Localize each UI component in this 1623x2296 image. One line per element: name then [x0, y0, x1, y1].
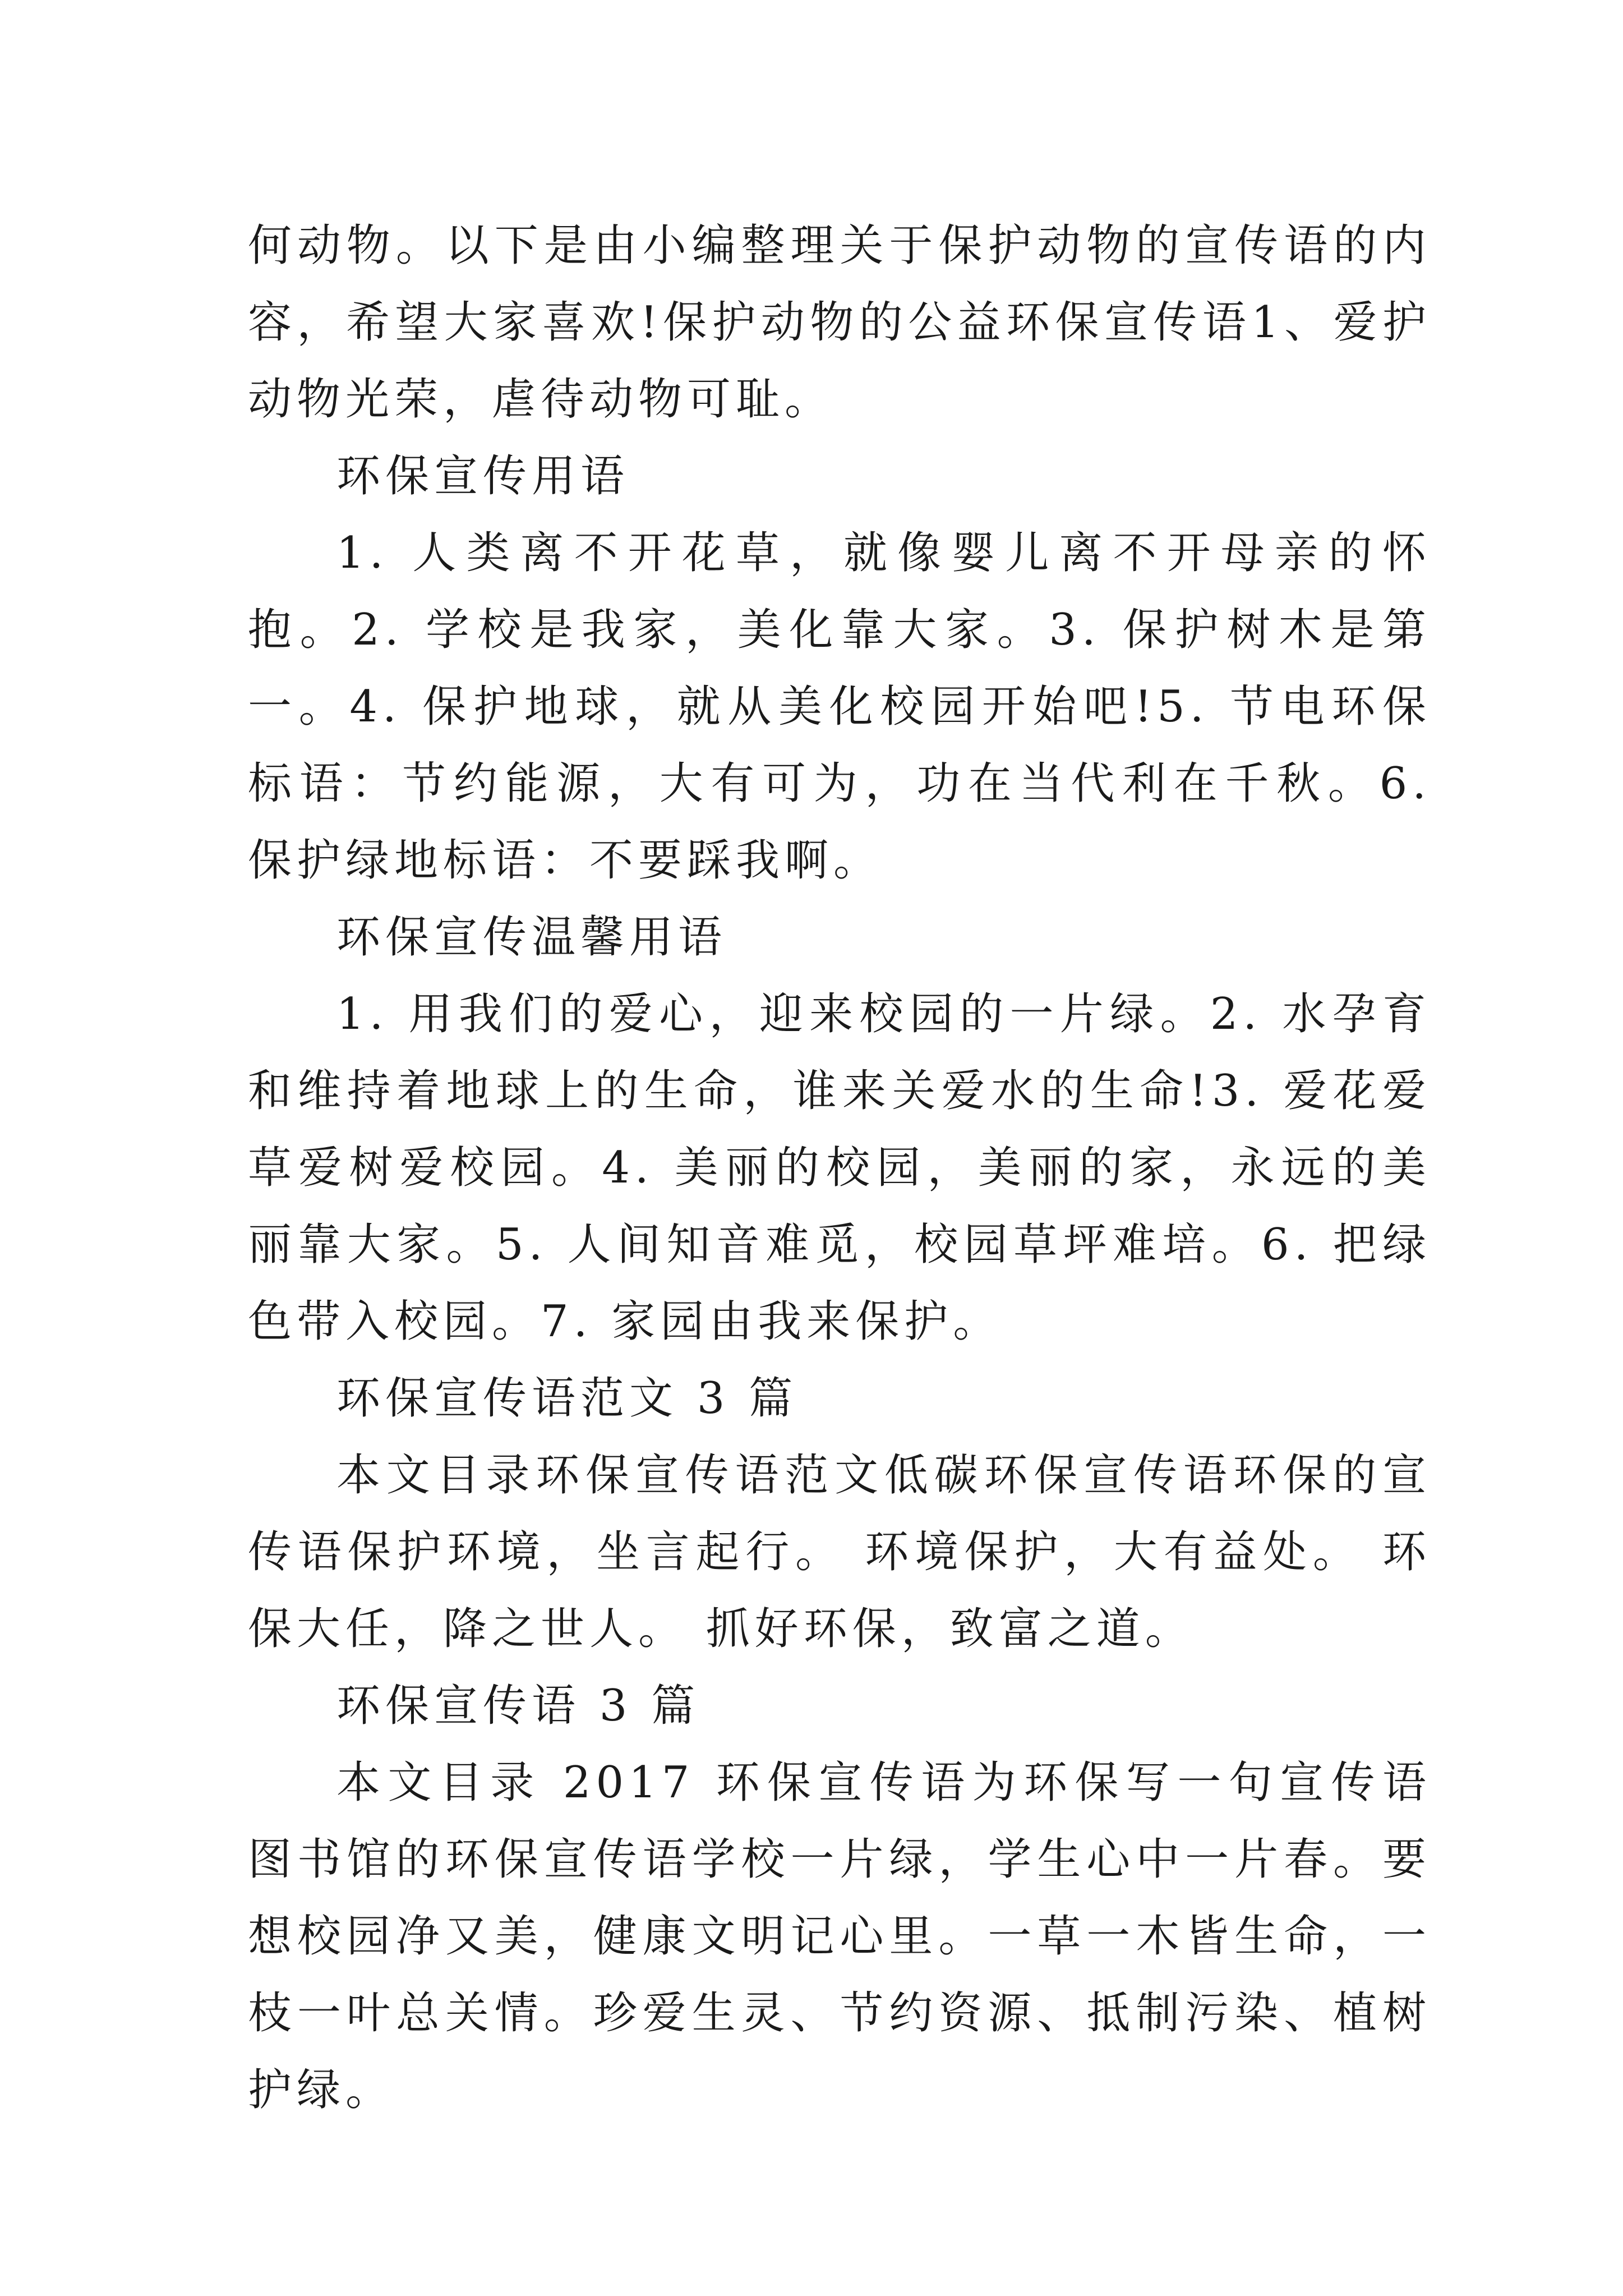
section-heading-slogans: 环保宣传语 3 篇 [336, 1681, 700, 1731]
document-body [248, 208, 1431, 2129]
paragraph-intro: 何动物。以下是由小编整理关于保护动物的宣传语的内容，希望大家喜欢!保护动物的公益环保宣传语1、爱护动物光荣，虐待动物可耻。 [248, 220, 1431, 425]
paragraph-warm-usage-list: 1. 用我们的爱心，迎来校园的一片绿。2. 水孕育和维持着地球上的生命，谁来关爱水的生命!3. 爱花爱草爱树爱校园。4. 美丽的校园，美丽的家，永远的美丽靠大家。5. 人间知音难觅，校园草坪难培。6. 把绿色带入校园。7. 家园由我来保护。 [248, 989, 1431, 1347]
section-heading-usage: 环保宣传用语 [336, 451, 630, 501]
paragraph-slogans: 本文目录 2017 环保宣传语为环保写一句宣传语图书馆的环保宣传语学校一片绿，学生心中一片春。要想校园净又美，健康文明记心里。一草一木皆生命，一枝一叶总关情。珍爱生灵、节约资源、抵制污染、植树护绿。 [248, 1757, 1431, 2115]
section-heading-sample-texts: 环保宣传语范文 3 篇 [336, 1373, 798, 1424]
paragraph-usage-list: 1. 人类离不开花草，就像婴儿离不开母亲的怀抱。2. 学校是我家，美化靠大家。3. 保护树木是第一。4. 保护地球，就从美化校园开始吧!5. 节电环保标语：节约能源，大有可为，功在当代利在千秋。6. 保护绿地标语：不要踩我啊。 [248, 528, 1431, 886]
section-heading-warm-usage: 环保宣传温馨用语 [336, 912, 727, 963]
paragraph-sample-texts: 本文目录环保宣传语范文低碳环保宣传语环保的宣传语保护环境，坐言起行。 环境保护，大有益处。 环保大任，降之世人。 抓好环保，致富之道。 [248, 1450, 1431, 1654]
